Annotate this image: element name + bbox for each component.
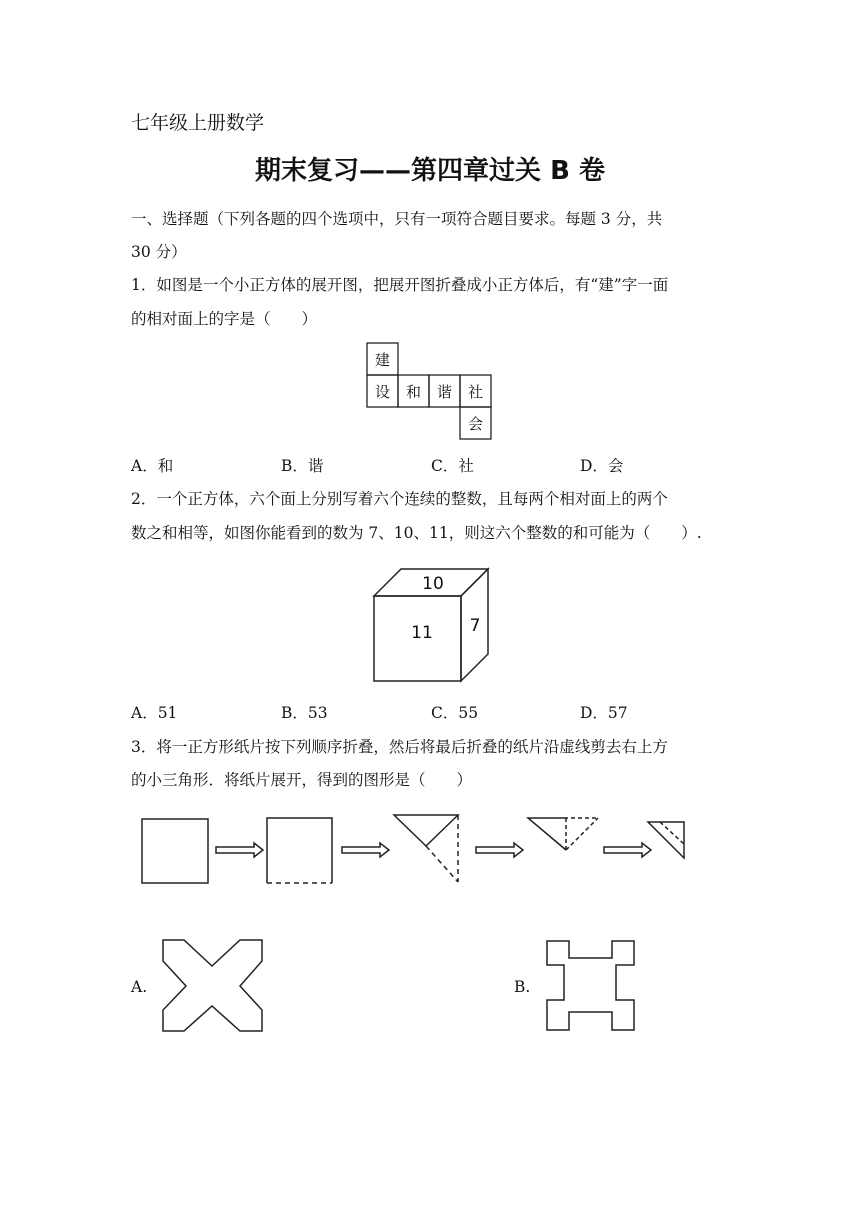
fold-step-5: [648, 822, 684, 858]
cube-net-figure: [366, 342, 494, 440]
section-instruction-line2: 30 分）: [131, 243, 187, 261]
fold-arrow-1: [216, 843, 263, 857]
q1-option-a: A．和: [131, 457, 174, 475]
fold-step-1-square: [142, 819, 208, 883]
net-char-she1: 设: [374, 383, 391, 401]
subject-header: 七年级上册数学: [131, 112, 265, 134]
q2-option-a: A．51: [131, 704, 178, 722]
q1-option-b: B．谐: [281, 457, 324, 475]
q3-option-a-shape: [160, 938, 266, 1034]
net-char-she2: 社: [467, 383, 484, 401]
q2-option-d: D．57: [580, 704, 628, 722]
q2-option-b: B．53: [281, 704, 328, 722]
q1-option-d: D．会: [580, 457, 624, 475]
net-char-jian: 建: [374, 351, 391, 369]
cube-figure: [370, 566, 492, 684]
section-instruction-line1: 一、选择题（下列各题的四个选项中，只有一项符合题目要求。每题 3 分，共: [131, 210, 663, 228]
fold-step-2: [267, 818, 332, 883]
q3-option-a-label: A.: [131, 978, 148, 996]
net-char-xie: 谐: [436, 383, 453, 401]
q2-text-line2: 数之和相等，如图你能看到的数为 7、10、11，则这六个整数的和可能为（ ）.: [131, 524, 702, 542]
q3-option-b-label: B.: [514, 978, 531, 996]
q2-option-c: C．55: [431, 704, 479, 722]
fold-step-4: [528, 818, 598, 850]
cube-front-number: 11: [411, 623, 433, 643]
fold-arrow-2: [342, 843, 389, 857]
cube-side-number: 7: [469, 616, 481, 636]
q3-option-b-shape: [544, 938, 638, 1034]
folding-sequence-figure: [138, 812, 690, 888]
net-char-he: 和: [405, 383, 422, 401]
cube-top-number: 10: [422, 574, 444, 594]
q1-option-c: C．社: [431, 457, 474, 475]
q1-text-line1: 1．如图是一个小正方体的展开图，把展开图折叠成小正方体后，有“建”字一面: [131, 276, 669, 294]
q2-text-line1: 2．一个正方体，六个面上分别写着六个连续的整数，且每两个相对面上的两个: [131, 490, 668, 508]
fold-step-3: [394, 815, 458, 882]
page-title: 期末复习——第四章过关 B 卷: [255, 156, 605, 186]
q3-text-line1: 3．将一正方形纸片按下列顺序折叠，然后将最后折叠的纸片沿虚线剪去右上方: [131, 738, 668, 756]
q3-text-line2: 的小三角形．将纸片展开，得到的图形是（ ）: [131, 771, 473, 789]
fold-arrow-3: [476, 843, 523, 857]
net-char-hui: 会: [467, 415, 484, 433]
fold-arrow-4: [604, 843, 651, 857]
q1-text-line2: 的相对面上的字是（ ）: [131, 310, 318, 328]
